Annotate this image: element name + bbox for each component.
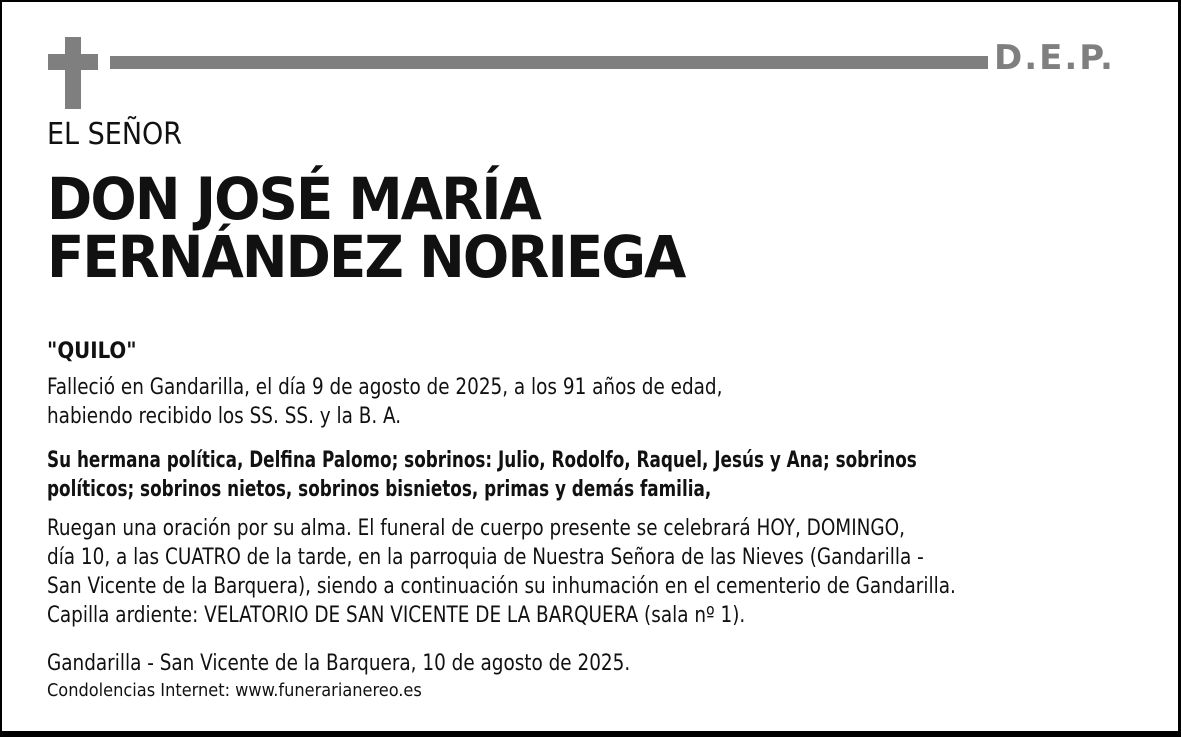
funeral-line1: Ruegan una oración por su alma. El funeral de cuerpo presente se celebrará HOY, DOMINGO, bbox=[47, 516, 905, 541]
deceased-name-line1: DON JOSÉ MARÍA bbox=[47, 165, 540, 233]
place-date: Gandarilla - San Vicente de la Barquera, 10 de agosto de 2025. bbox=[47, 651, 631, 676]
family-line1: Su hermana política, Delfina Palomo; sobrinos: Julio, Rodolfo, Raquel, Jesús y Ana; sobrinos bbox=[47, 448, 917, 473]
dep-label: D.E.P. bbox=[994, 38, 1115, 78]
family-paragraph bbox=[47, 446, 917, 504]
honorific: EL SEÑOR bbox=[47, 117, 183, 152]
death-notice-line1: Falleció en Gandarilla, el día 9 de agosto de 2025, a los 91 años de edad, bbox=[47, 375, 723, 400]
nickname: "QUILO" bbox=[47, 339, 137, 364]
funeral-line2: día 10, a las CUATRO de la tarde, en la parroquia de Nuestra Señora de las Nieves (Gandarilla - bbox=[47, 545, 924, 570]
deceased-name-line2: FERNÁNDEZ NORIEGA bbox=[47, 223, 685, 291]
funeral-paragraph bbox=[47, 514, 956, 630]
family-line2: políticos; sobrinos nietos, sobrinos bisnietos, primas y demás familia, bbox=[47, 477, 712, 502]
cross-icon bbox=[48, 37, 98, 109]
header-rule bbox=[110, 56, 988, 69]
condolences-line: Condolencias Internet: www.funerarianereo.es bbox=[47, 680, 422, 701]
death-notice bbox=[47, 373, 722, 431]
death-notice-line2: habiendo recibido los SS. SS. y la B. A. bbox=[47, 404, 402, 429]
funeral-line4: Capilla ardiente: VELATORIO DE SAN VICENTE DE LA BARQUERA (sala nº 1). bbox=[47, 603, 746, 628]
funeral-line3: San Vicente de la Barquera), siendo a continuación su inhumación en el cementerio de Gandarilla. bbox=[47, 574, 956, 599]
